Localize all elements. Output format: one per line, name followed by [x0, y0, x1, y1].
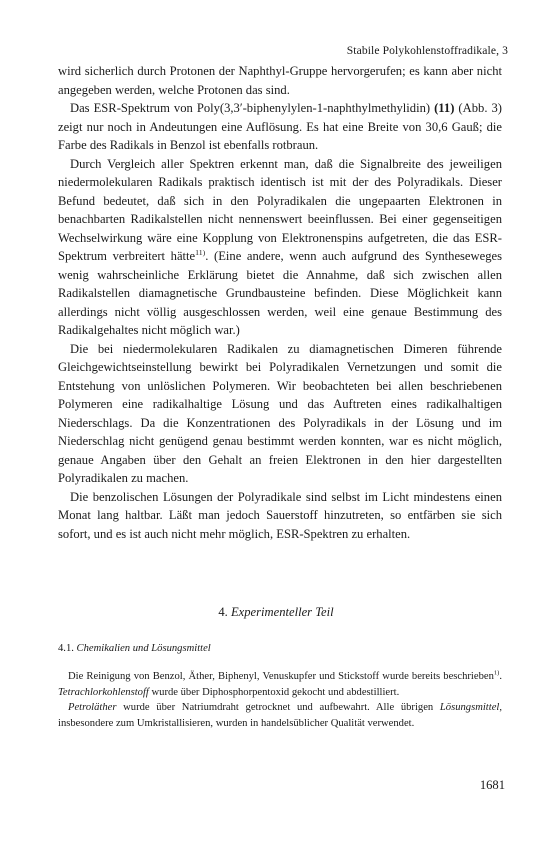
- subsection-number: 4.1.: [58, 643, 74, 654]
- paragraph-2-text-b: (Abb. 3) zeigt nur noch in Andeutungen eine Auflösung. Es hat eine Breite von 30,6 Gauß; die Farbe des Radikals in Benzol ist ebenfalls rotbraun.: [58, 101, 502, 152]
- exp-p1-text-a: Die Reinigung von Benzol, Äther, Biphenyl, Venuskupfer und Stickstoff wurde bereits beschrieben: [68, 671, 494, 682]
- main-text: [58, 62, 502, 543]
- experimental-text: [58, 669, 502, 731]
- exp-p2-text-b: , insbesondere zum Umkristallisieren, wurden in handelsüblicher Qualität verwendet.: [58, 702, 502, 729]
- section-title: Experimenteller Teil: [230, 605, 334, 619]
- compound-number: (11): [434, 101, 455, 115]
- running-head: Stabile Polykohlenstoffradikale, 3: [346, 44, 508, 57]
- section-number: 4.: [218, 605, 228, 619]
- paragraph-1: wird sicherlich durch Protonen der Naphthyl-Gruppe hervorgerufen; es kann aber nicht angegeben werden, welche Protonen das sind.: [58, 64, 502, 97]
- exp-p1-text-c: wurde über Diphosphorpentoxid gekocht und abdestilliert.: [148, 686, 400, 698]
- exp-p2-emphasis-2: Lösungsmittel: [439, 702, 500, 714]
- section-heading: [0, 605, 552, 620]
- experimental-paragraph-1: [58, 669, 502, 700]
- reference-11: 11): [195, 247, 206, 257]
- exp-p2-emphasis-1: Petroläther: [68, 702, 117, 714]
- paragraph-3-text-b: . (Eine andere, wenn auch aufgrund des Syntheseweges wenig wahrscheinliche Erklärung bietet die Annahme, daß sich zwischen allen Radikalstellen diamagnetische Grundbausteine befinden. Diese Möglichkeit kann allerdings nicht völlig ausgeschlossen werden, weil eine genaue Bestimmung des Radikalgehaltes nicht möglich war.): [58, 249, 502, 337]
- paragraph-5: Die benzolischen Lösungen der Polyradikale sind selbst im Licht mindestens einen Monat lang haltbar. Läßt man jedoch Sauerstoff hinzutreten, so entfärben sie sich sofort, und es ist auch nicht mehr möglich, ESR-Spektren zu erhalten.: [58, 489, 502, 541]
- reference-1: 1): [493, 669, 500, 677]
- paragraph-4: Die bei niedermolekularen Radikalen zu diamagnetischen Dimeren führende Gleichgewichtseinstellung bewirkt bei Polyradikalen Vernetzungen und somit die Entstehung von unlöslichen Polymeren. Wir beobachteten bei allen beschriebenen Polymeren eine radikalhaltige Lösung und das Auftreten eines radikalhaltigen Niederschlags. Da die Konzentrationen des Polyradikals in der Lösung und im Niederschlag nicht genügend genau bestimmt werden konnten, war es nicht möglich, genaue Angaben über den Gehalt an freien Elektronen in den hier dargestellten Polyradikalen zu machen.: [58, 341, 502, 485]
- paragraph-3-text-a: Durch Vergleich aller Spektren erkennt man, daß die Signalbreite des jeweiligen niedermolekularen Radikals praktisch identisch ist mit der des Polyradikals. Dieser Befund bedeutet, daß sich in den Polyradikalen die ungepaarten Elektronen in benachbarten Radikalstellen nicht nennenswert beeinflussen. Bei einer gegenseitigen Wechselwirkung wäre eine Kopplung von Elektronenspins aufgetreten, die das ESR-Spektrum verbreitert hätte: [58, 156, 502, 263]
- page-number: 1681: [479, 778, 505, 792]
- experimental-paragraph-2: [58, 700, 502, 731]
- subsection-title: Chemikalien und Lösungsmittel: [76, 643, 211, 654]
- exp-p1-emphasis: Tetrachlorkohlenstoff: [58, 686, 149, 698]
- paragraph-3: [58, 155, 502, 340]
- exp-p2-text-a: wurde über Natriumdraht getrocknet und aufbewahrt. Alle übrigen: [116, 702, 440, 714]
- exp-p1-text-b: .: [499, 671, 502, 682]
- paragraph-2-text-a: Das ESR-Spektrum von Poly(3,3′-biphenylylen-1-naphthylmethylidin): [70, 101, 435, 115]
- paragraph-2: [58, 99, 502, 155]
- subsection-heading: [58, 643, 211, 654]
